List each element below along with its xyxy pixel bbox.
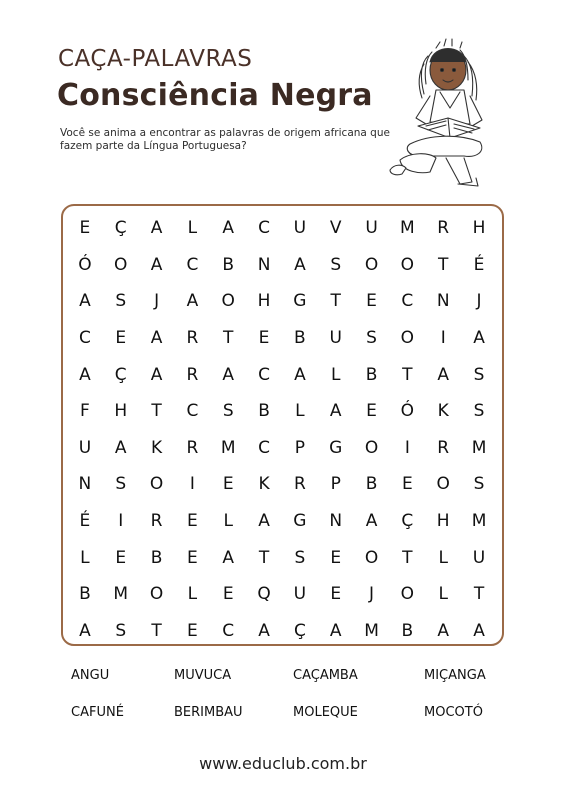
grid-letter[interactable]: M <box>471 511 487 532</box>
grid-letter[interactable]: A <box>437 620 450 641</box>
grid-letter[interactable]: O <box>149 584 164 605</box>
grid-letter[interactable]: G <box>293 291 307 312</box>
grid-letter[interactable]: C <box>401 291 414 312</box>
grid-letter[interactable]: O <box>364 437 379 458</box>
grid-letter[interactable]: T <box>223 328 234 349</box>
grid-row <box>67 247 497 284</box>
word-to-find: MOCOTÓ <box>424 705 483 720</box>
grid-letter[interactable]: T <box>402 364 413 385</box>
grid-letter[interactable]: L <box>438 584 448 605</box>
grid-letter[interactable]: A <box>150 364 163 385</box>
grid-letter[interactable]: N <box>78 474 92 495</box>
grid-row <box>67 430 497 467</box>
grid-letter[interactable]: N <box>436 291 450 312</box>
grid-letter[interactable]: E <box>187 620 198 641</box>
intro-text: Você se anima a encontrar as palavras de origem africana que fazem parte da Língua Portuguesa? <box>60 127 390 152</box>
grid-letter[interactable]: M <box>364 620 379 641</box>
grid-letter[interactable]: R <box>186 328 199 349</box>
grid-letter[interactable]: C <box>258 437 270 458</box>
grid-letter[interactable]: S <box>222 401 234 422</box>
grid-letter[interactable]: A <box>473 620 485 641</box>
footer-url[interactable]: www.educlub.com.br <box>199 754 367 773</box>
grid-row <box>67 466 497 503</box>
grid-letter[interactable]: E <box>258 328 270 349</box>
grid-letter[interactable]: C <box>186 254 199 275</box>
grid-letter[interactable]: N <box>329 511 343 532</box>
grid-letter[interactable]: A <box>258 620 270 641</box>
grid-letter[interactable]: C <box>78 328 91 349</box>
grid-letter[interactable]: S <box>294 547 306 568</box>
grid-letter[interactable]: O <box>400 584 415 605</box>
grid-letter[interactable]: E <box>187 547 198 568</box>
grid-letter[interactable]: U <box>329 328 342 349</box>
grid-letter[interactable]: M <box>471 437 487 458</box>
grid-letter[interactable]: Ç <box>114 364 127 385</box>
grid-letter[interactable]: E <box>330 547 342 568</box>
grid-letter[interactable]: H <box>114 401 128 422</box>
grid-letter[interactable]: O <box>221 291 235 312</box>
grid-letter[interactable]: F <box>80 401 90 422</box>
page-title: Consciência Negra <box>57 78 373 113</box>
grid-letter[interactable]: S <box>115 474 127 495</box>
grid-letter[interactable]: V <box>329 218 342 239</box>
grid-letter[interactable]: R <box>437 437 450 458</box>
grid-letter[interactable]: O <box>400 254 415 275</box>
grid-letter[interactable]: L <box>438 547 448 568</box>
grid-letter[interactable]: C <box>258 364 270 385</box>
grid-letter[interactable]: Ó <box>78 254 92 275</box>
word-search-grid <box>67 210 497 649</box>
grid-letter[interactable]: C <box>258 218 270 239</box>
grid-letter[interactable]: E <box>115 328 127 349</box>
grid-letter[interactable]: G <box>293 511 307 532</box>
grid-letter[interactable]: Ó <box>400 401 415 422</box>
word-to-find: MOLEQUE <box>293 705 358 720</box>
grid-letter[interactable]: R <box>293 474 306 495</box>
grid-letter[interactable]: Ç <box>401 511 414 532</box>
grid-letter[interactable]: U <box>78 437 92 458</box>
grid-letter[interactable]: A <box>329 401 342 422</box>
grid-row <box>67 393 497 430</box>
grid-row <box>67 210 497 247</box>
grid-letter[interactable]: G <box>329 437 343 458</box>
grid-letter[interactable]: L <box>80 547 90 568</box>
grid-letter[interactable]: T <box>438 254 449 275</box>
grid-letter[interactable]: A <box>294 254 306 275</box>
grid-letter[interactable]: L <box>223 511 233 532</box>
grid-letter[interactable]: B <box>401 620 414 641</box>
grid-letter[interactable]: K <box>258 474 270 495</box>
grid-letter[interactable]: M <box>113 584 129 605</box>
word-to-find: BERIMBAU <box>174 705 243 720</box>
grid-letter[interactable]: U <box>365 218 378 239</box>
grid-letter[interactable]: T <box>151 401 162 422</box>
grid-letter[interactable]: K <box>150 437 163 458</box>
grid-letter[interactable]: R <box>150 511 163 532</box>
grid-letter[interactable]: K <box>437 401 449 422</box>
girl-reading-book-illustration <box>380 34 510 194</box>
grid-letter[interactable]: L <box>187 584 198 605</box>
grid-letter[interactable]: É <box>473 254 485 275</box>
word-to-find: ANGU <box>71 668 110 683</box>
grid-letter[interactable]: A <box>365 511 378 532</box>
grid-row <box>67 356 497 393</box>
grid-letter[interactable]: A <box>79 291 91 312</box>
grid-letter[interactable]: T <box>258 547 270 568</box>
grid-letter[interactable]: U <box>472 547 486 568</box>
grid-letter[interactable]: B <box>365 364 378 385</box>
grid-letter[interactable]: L <box>330 364 341 385</box>
grid-letter[interactable]: O <box>364 547 379 568</box>
grid-letter[interactable]: E <box>366 401 377 422</box>
grid-letter[interactable]: S <box>115 620 127 641</box>
grid-letter[interactable]: U <box>293 584 307 605</box>
grid-letter[interactable]: A <box>150 254 163 275</box>
grid-letter[interactable]: S <box>330 254 342 275</box>
grid-letter[interactable]: E <box>187 511 198 532</box>
grid-letter[interactable]: M <box>400 218 415 239</box>
grid-letter[interactable]: S <box>115 291 127 312</box>
grid-letter[interactable]: E <box>115 547 127 568</box>
grid-letter[interactable]: I <box>404 437 410 458</box>
grid-letter[interactable]: R <box>437 218 450 239</box>
grid-letter[interactable]: E <box>366 291 377 312</box>
grid-letter[interactable]: L <box>187 218 198 239</box>
grid-letter[interactable]: A <box>79 620 91 641</box>
grid-row <box>67 539 497 576</box>
grid-letter[interactable]: O <box>364 254 379 275</box>
grid-letter[interactable]: A <box>222 364 235 385</box>
grid-letter[interactable]: P <box>330 474 341 495</box>
grid-letter[interactable]: S <box>473 474 485 495</box>
grid-letter[interactable]: A <box>79 364 91 385</box>
grid-row <box>67 503 497 540</box>
grid-letter[interactable]: A <box>222 218 235 239</box>
grid-letter[interactable]: C <box>222 620 235 641</box>
grid-letter[interactable]: I <box>189 474 195 495</box>
grid-letter[interactable]: A <box>258 511 270 532</box>
word-to-find: MUVUCA <box>174 668 232 683</box>
grid-letter[interactable]: Q <box>257 584 271 605</box>
grid-letter[interactable]: S <box>366 328 377 349</box>
grid-letter[interactable]: J <box>369 584 375 605</box>
grid-letter[interactable]: B <box>79 584 91 605</box>
word-to-find: CAFUNÉ <box>71 705 124 720</box>
grid-letter[interactable]: T <box>151 620 162 641</box>
grid-letter[interactable]: R <box>186 437 199 458</box>
kicker-heading: CAÇA-PALAVRAS <box>58 46 253 72</box>
grid-letter[interactable]: B <box>150 547 163 568</box>
grid-letter[interactable]: É <box>79 511 91 532</box>
grid-letter[interactable]: E <box>222 474 234 495</box>
grid-letter[interactable]: O <box>436 474 450 495</box>
grid-letter[interactable]: I <box>118 511 124 532</box>
grid-letter[interactable]: B <box>365 474 378 495</box>
grid-letter[interactable]: E <box>401 474 413 495</box>
grid-letter[interactable]: T <box>402 547 413 568</box>
grid-letter[interactable]: Ç <box>114 218 127 239</box>
grid-letter[interactable]: A <box>114 437 127 458</box>
grid-letter[interactable]: I <box>440 328 446 349</box>
grid-letter[interactable]: A <box>437 364 450 385</box>
grid-letter[interactable]: U <box>293 218 307 239</box>
grid-letter[interactable]: L <box>295 401 305 422</box>
grid-letter[interactable]: B <box>258 401 270 422</box>
grid-letter[interactable]: A <box>186 291 199 312</box>
word-to-find: CAÇAMBA <box>293 668 358 683</box>
grid-letter[interactable]: Ç <box>293 620 306 641</box>
grid-letter[interactable]: M <box>220 437 236 458</box>
grid-letter[interactable]: J <box>476 291 482 312</box>
grid-letter[interactable]: H <box>472 218 486 239</box>
grid-letter[interactable]: A <box>222 547 235 568</box>
word-to-find: MIÇANGA <box>424 668 486 683</box>
grid-letter[interactable]: T <box>473 584 485 605</box>
grid-letter[interactable]: C <box>186 401 199 422</box>
grid-letter[interactable]: B <box>222 254 235 275</box>
grid-letter[interactable]: A <box>329 620 342 641</box>
grid-letter[interactable]: O <box>114 254 128 275</box>
grid-row <box>67 283 497 320</box>
grid-letter[interactable]: O <box>149 474 164 495</box>
grid-letter[interactable]: A <box>150 328 163 349</box>
grid-letter[interactable]: A <box>294 364 306 385</box>
grid-letter[interactable]: N <box>257 254 271 275</box>
grid-letter[interactable]: H <box>436 511 450 532</box>
grid-letter[interactable]: J <box>154 291 160 312</box>
grid-letter[interactable]: E <box>79 218 91 239</box>
grid-letter[interactable]: R <box>186 364 199 385</box>
grid-letter[interactable]: O <box>400 328 415 349</box>
grid-row <box>67 576 497 613</box>
grid-letter[interactable]: T <box>330 291 341 312</box>
grid-letter[interactable]: A <box>473 328 485 349</box>
grid-letter[interactable]: P <box>294 437 306 458</box>
grid-letter[interactable]: E <box>330 584 342 605</box>
grid-row <box>67 320 497 357</box>
grid-letter[interactable]: B <box>294 328 306 349</box>
grid-letter[interactable]: A <box>150 218 163 239</box>
grid-row <box>67 613 497 650</box>
grid-letter[interactable]: H <box>257 291 271 312</box>
grid-letter[interactable]: S <box>473 401 485 422</box>
grid-letter[interactable]: E <box>222 584 234 605</box>
grid-letter[interactable]: S <box>473 364 485 385</box>
